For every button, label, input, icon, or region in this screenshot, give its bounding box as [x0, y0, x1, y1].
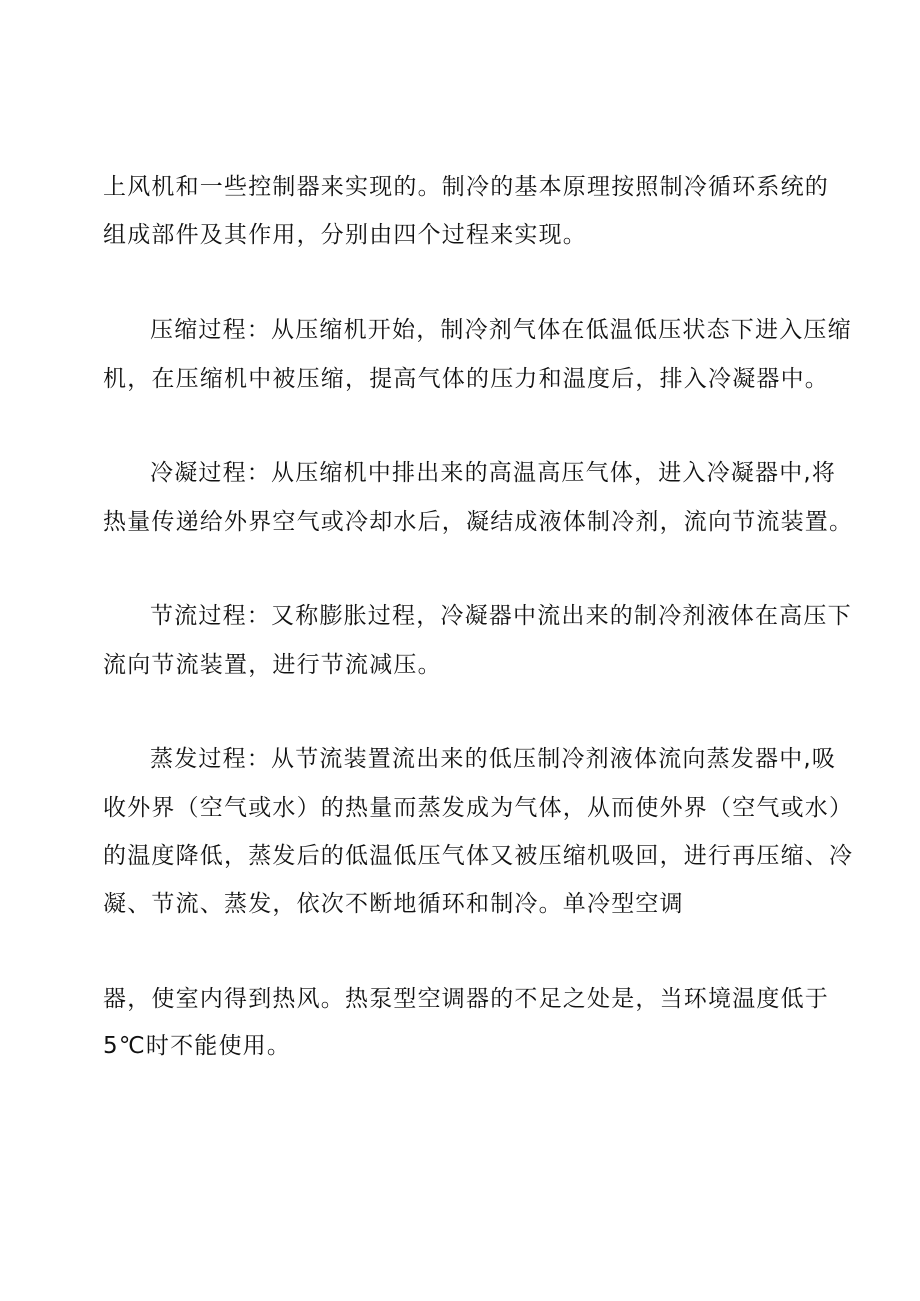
intro-line-2: 组成部件及其作用，分别由四个过程来实现。: [103, 222, 587, 248]
heat-pump-line-2: 5℃时不能使用。: [103, 1033, 292, 1059]
heat-pump-line-1: 器，使室内得到热风。热泵型空调器的不足之处是，当环境温度低于: [103, 986, 829, 1012]
compression-line-2: 机，在压缩机中被压缩，提高气体的压力和温度后，排入冷凝器中。: [103, 366, 829, 392]
throttling-line-2: 流向节流装置，进行节流减压。: [103, 652, 442, 678]
condensation-line-1: 冷凝过程：从压缩机中排出来的高温高压气体，进入冷凝器中,将: [150, 460, 837, 486]
compression-line-1: 压缩过程：从压缩机开始，制冷剂气体在低温低压状态下进入压缩: [150, 317, 852, 343]
condensation-line-2: 热量传递给外界空气或冷却水后，凝结成液体制冷剂，流向节流装置。: [103, 509, 854, 535]
evaporation-line-3: 的温度降低，蒸发后的低温低压气体又被压缩机吸回，进行再压缩、冷: [103, 843, 854, 869]
throttling-line-1: 节流过程：又称膨胀过程，冷凝器中流出来的制冷剂液体在高压下: [150, 603, 852, 629]
evaporation-line-2: 收外界（空气或水）的热量而蒸发成为气体，从而使外界（空气或水）: [103, 795, 854, 821]
evaporation-line-4: 凝、节流、蒸发，依次不断地循环和制冷。单冷型空调: [103, 891, 684, 917]
evaporation-line-1: 蒸发过程：从节流装置流出来的低压制冷剂液体流向蒸发器中,吸: [150, 746, 837, 772]
intro-line-1: 上风机和一些控制器来实现的。制冷的基本原理按照制冷循环系统的: [103, 174, 829, 200]
